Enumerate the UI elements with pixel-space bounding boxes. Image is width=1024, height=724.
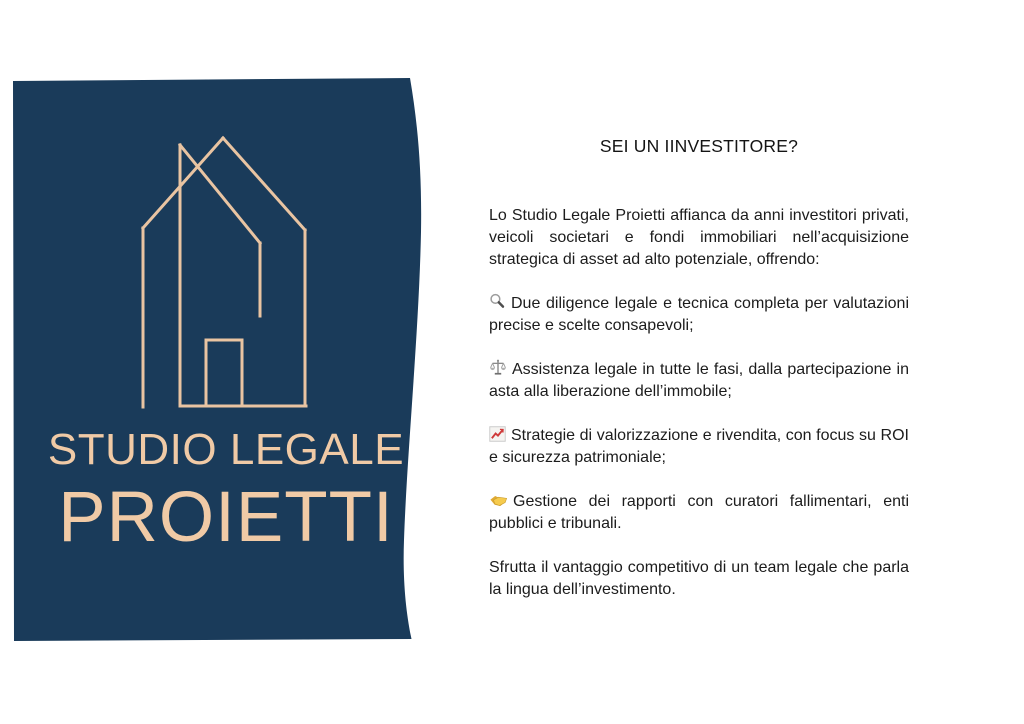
bullet-text: Due diligence legale e tecnica completa per valutazioni precise e scelte consapevoli; <box>489 295 909 334</box>
bullet-due-diligence <box>489 293 909 337</box>
bullet-text: Assistenza legale in tutte le fasi, dalla partecipazione in asta alla liberazione dell’immobile; <box>489 361 909 400</box>
brand-panel-shape <box>13 78 421 641</box>
balance-scale-icon <box>489 359 507 376</box>
brand-name-line1: STUDIO LEGALE <box>47 425 405 474</box>
bullet-strategie <box>489 425 909 469</box>
handshake-icon <box>489 494 508 508</box>
bullet-text: Strategie di valorizzazione e rivendita, con focus su ROI e sicurezza patrimoniale; <box>489 427 909 466</box>
brand-name-line2: PROIETTI <box>58 478 394 557</box>
bullet-gestione-rapporti <box>489 491 909 535</box>
content-column <box>489 0 909 601</box>
intro-paragraph: Lo Studio Legale Proietti affianca da anni investitori privati, veicoli societari e fondi immobiliari nell’acquisizione strategica di asset ad alto potenziale, offrendo: <box>489 207 909 268</box>
page-title: SEI UN IINVESTITORE? <box>599 136 799 156</box>
closing-paragraph: Sfrutta il vantaggio competitivo di un team legale che parla la lingua dell’investimento. <box>489 559 909 598</box>
chart-increasing-icon <box>489 426 506 442</box>
bullet-assistenza-legale <box>489 359 909 403</box>
magnifier-icon <box>489 293 506 310</box>
bullet-text: Gestione dei rapporti con curatori fallimentari, enti pubblici e tribunali. <box>489 493 909 532</box>
